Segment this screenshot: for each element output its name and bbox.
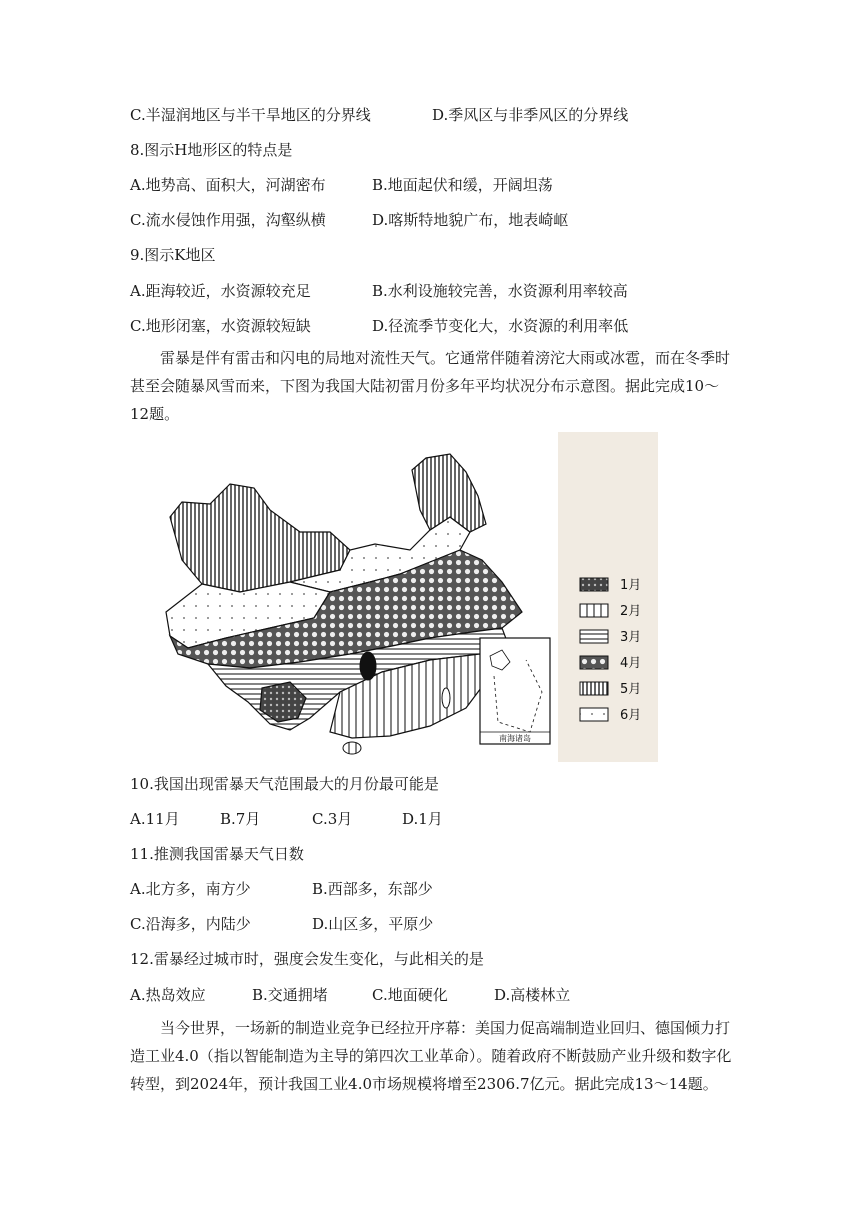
q12-option-b: B.交通拥堵 xyxy=(252,986,328,1004)
q9-option-d: D.径流季节变化大，水资源的利用率低 xyxy=(372,317,629,335)
q11-option-a: A.北方多，南方少 xyxy=(130,880,251,898)
q11-stem: 11.推测我国雷暴天气日数 xyxy=(130,845,304,863)
q9-option-b: B.水利设施较完善，水资源利用率较高 xyxy=(372,282,628,300)
q9-stem: 9.图示K地区 xyxy=(130,246,216,264)
q8-option-d: D.喀斯特地貌广布，地表崎岖 xyxy=(372,211,569,229)
passage-thunderstorm: 雷暴是伴有雷击和闪电的局地对流性天气。它通常伴随着滂沱大雨或冰雹，而在冬季时甚至会随暴风雪而来，下图为我国大陆初雷月份多年平均状况分布示意图。据此完成10～12题。 xyxy=(130,349,731,423)
q10-stem: 10.我国出现雷暴天气范围最大的月份最可能是 xyxy=(130,775,439,793)
q12-option-c: C.地面硬化 xyxy=(372,986,448,1004)
q10-option-d: D.1月 xyxy=(402,810,443,828)
legend-swatch-feb xyxy=(580,604,608,617)
legend-label-jun: 6月 xyxy=(620,708,642,723)
legend-label-jan: 1月 xyxy=(620,578,642,593)
q12-stem: 12.雷暴经过城市时，强度会发生变化，与此相关的是 xyxy=(130,950,484,968)
legend-swatch-jun xyxy=(580,708,608,721)
inset-frame xyxy=(480,638,550,744)
q8-option-b: B.地面起伏和缓，开阔坦荡 xyxy=(372,176,553,194)
q9-option-c: C.地形闭塞，水资源较短缺 xyxy=(130,317,311,335)
legend-label-feb: 2月 xyxy=(620,604,642,619)
legend-swatch-apr xyxy=(580,656,608,669)
q11-option-d: D.山区多，平原少 xyxy=(312,915,434,933)
q7-option-c: C.半湿润地区与半干旱地区的分界线 xyxy=(130,106,371,124)
q10-option-a: A.11月 xyxy=(130,810,180,828)
q8-stem: 8.图示H地形区的特点是 xyxy=(130,141,293,159)
passage-industry40: 当今世界，一场新的制造业竞争已经拉开序幕：美国力促高端制造业回归、德国倾力打造工业4.0（指以智能制造为主导的第四次工业革命）。随着政府不断鼓励产业升级和数字化转型，到2024年，预计我国工业4.0市场规模将增至2306.7亿元。据此完成13～14题。 xyxy=(130,1019,732,1093)
q12-option-d: D.高楼林立 xyxy=(494,986,571,1004)
q8-option-c: C.流水侵蚀作用强，沟壑纵横 xyxy=(130,211,326,229)
legend-label-may: 5月 xyxy=(620,682,642,697)
q10-option-c: C.3月 xyxy=(312,810,353,828)
legend-label-mar: 3月 xyxy=(620,630,642,645)
q11-option-b: B.西部多，东部少 xyxy=(312,880,433,898)
taiwan-island xyxy=(442,688,450,708)
china-map-figure xyxy=(130,432,658,762)
q12-option-a: A.热岛效应 xyxy=(130,986,206,1004)
q7-option-d: D.季风区与非季风区的分界线 xyxy=(432,106,629,124)
q10-option-b: B.7月 xyxy=(220,810,261,828)
region-jan-center xyxy=(360,652,376,680)
q9-option-a: A.距海较近，水资源较充足 xyxy=(130,282,311,300)
first-thunder-month-map xyxy=(130,432,658,762)
legend-swatch-may xyxy=(580,682,608,695)
q8-option-a: A.地势高、面积大，河湖密布 xyxy=(130,176,326,194)
hainan-island xyxy=(343,742,361,754)
inset-label: 南海诸岛 xyxy=(499,734,531,743)
legend-label-apr: 4月 xyxy=(620,656,642,671)
q11-option-c: C.沿海多，内陆少 xyxy=(130,915,251,933)
legend-swatch-mar xyxy=(580,630,608,643)
legend-swatch-jan xyxy=(580,578,608,591)
